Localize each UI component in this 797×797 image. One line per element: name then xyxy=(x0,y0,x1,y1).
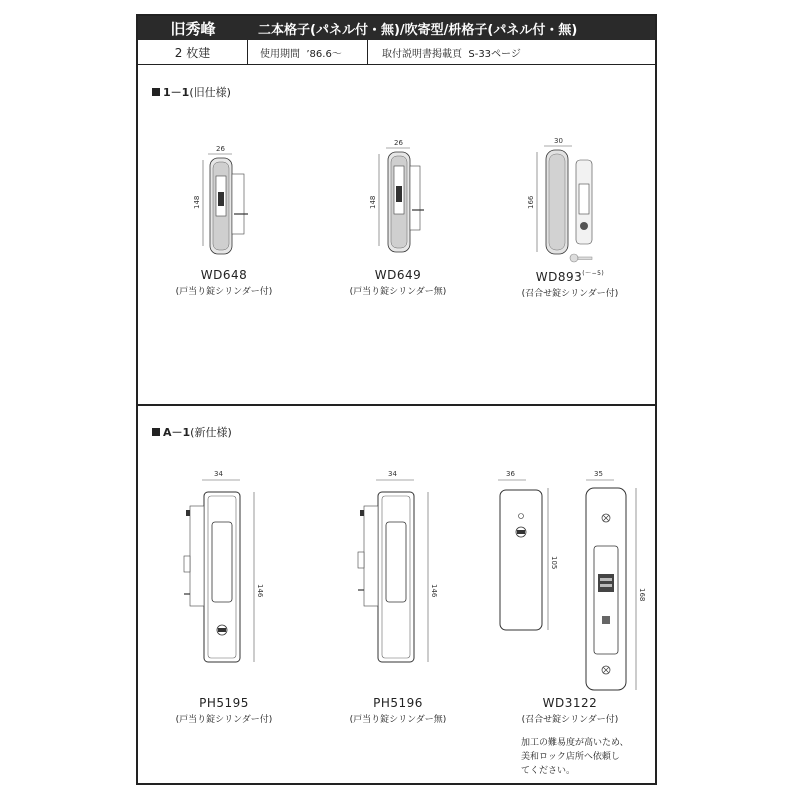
wd3122-side-width-dim: 35 xyxy=(594,470,603,478)
series-title: 旧秀峰 xyxy=(138,16,248,40)
ph5195-drawing xyxy=(178,464,278,674)
wd893-width-dim: 30 xyxy=(554,137,563,145)
product-name: PH5196 xyxy=(373,696,423,710)
product-name: WD648 xyxy=(200,268,248,282)
footnote-line: 加工の難易度が高いため、 xyxy=(521,738,629,748)
header-info-row xyxy=(138,40,655,65)
panel-count: 2 枚建 xyxy=(138,40,248,64)
ph5195-height-dim: 146 xyxy=(256,584,264,598)
installation-footnote xyxy=(521,736,629,778)
usage-period xyxy=(248,40,368,64)
section-old-spec-title: 1－1(旧仕様) xyxy=(152,84,231,100)
product-ph5195 xyxy=(154,696,294,725)
product-wd649 xyxy=(328,268,468,297)
wd648-drawing xyxy=(193,145,268,256)
wd893-drawing xyxy=(527,137,612,270)
product-desc: (戸当り錠シリンダー無) xyxy=(349,287,447,297)
product-name: WD3122 xyxy=(542,696,598,710)
wd3122-front-height-dim: 105 xyxy=(550,556,558,570)
bullet-square-icon xyxy=(152,428,160,436)
wd3122-drawing xyxy=(490,464,646,694)
usage-period-label: 使用期間 xyxy=(260,48,300,60)
product-desc: (召合せ錠シリンダー付) xyxy=(521,715,619,725)
section-divider xyxy=(138,404,655,406)
ph5196-drawing xyxy=(348,464,448,674)
wd649-drawing xyxy=(369,139,444,250)
product-name: $WD893^{(〜-5)}$ xyxy=(535,270,605,284)
product-wd893 xyxy=(500,268,640,299)
product-note: (〜−5) xyxy=(582,270,605,277)
product-desc: (召合せ錠シリンダー付) xyxy=(521,289,619,299)
usage-period-value: ’86.6〜 xyxy=(306,48,342,60)
wd893-height-dim: 166 xyxy=(527,195,535,209)
manual-label: 取付説明書掲載頁 xyxy=(382,48,462,60)
manual-ref xyxy=(368,40,655,64)
footnote-line: てください。 xyxy=(521,766,576,776)
wd648-height-dim: 148 xyxy=(193,195,201,209)
wd3122-side-height-dim: 168 xyxy=(638,588,646,602)
product-desc: (戸当り錠シリンダー無) xyxy=(349,715,447,725)
section-new-spec-title: A－1(新仕様) xyxy=(152,424,232,440)
product-name: PH5195 xyxy=(199,696,249,710)
product-ph5196 xyxy=(328,696,468,725)
product-wd648 xyxy=(154,268,294,297)
manual-page: S-33ページ xyxy=(468,48,521,60)
window-type: 二本格子(パネル付・無)/吹寄型/枡格子(パネル付・無) xyxy=(248,16,655,40)
wd649-width-dim: 26 xyxy=(394,139,403,147)
wd649-height-dim: 148 xyxy=(369,195,377,209)
wd3122-front-width-dim: 36 xyxy=(506,470,515,478)
ph5195-width-dim: 34 xyxy=(214,470,223,478)
product-wd3122 xyxy=(500,696,640,725)
ph5196-height-dim: 146 xyxy=(430,584,438,598)
product-name: WD649 xyxy=(374,268,422,282)
catalog-frame xyxy=(136,14,657,785)
product-desc: (戸当り錠シリンダー付) xyxy=(175,715,273,725)
key-icon xyxy=(570,254,592,262)
bullet-square-icon xyxy=(152,88,160,96)
ph5196-width-dim: 34 xyxy=(388,470,397,478)
header xyxy=(138,16,655,64)
product-desc: (戸当り錠シリンダー付) xyxy=(175,287,273,297)
wd648-width-dim: 26 xyxy=(216,145,225,153)
footnote-line: 美和ロック店所へ依頼し xyxy=(521,752,620,762)
